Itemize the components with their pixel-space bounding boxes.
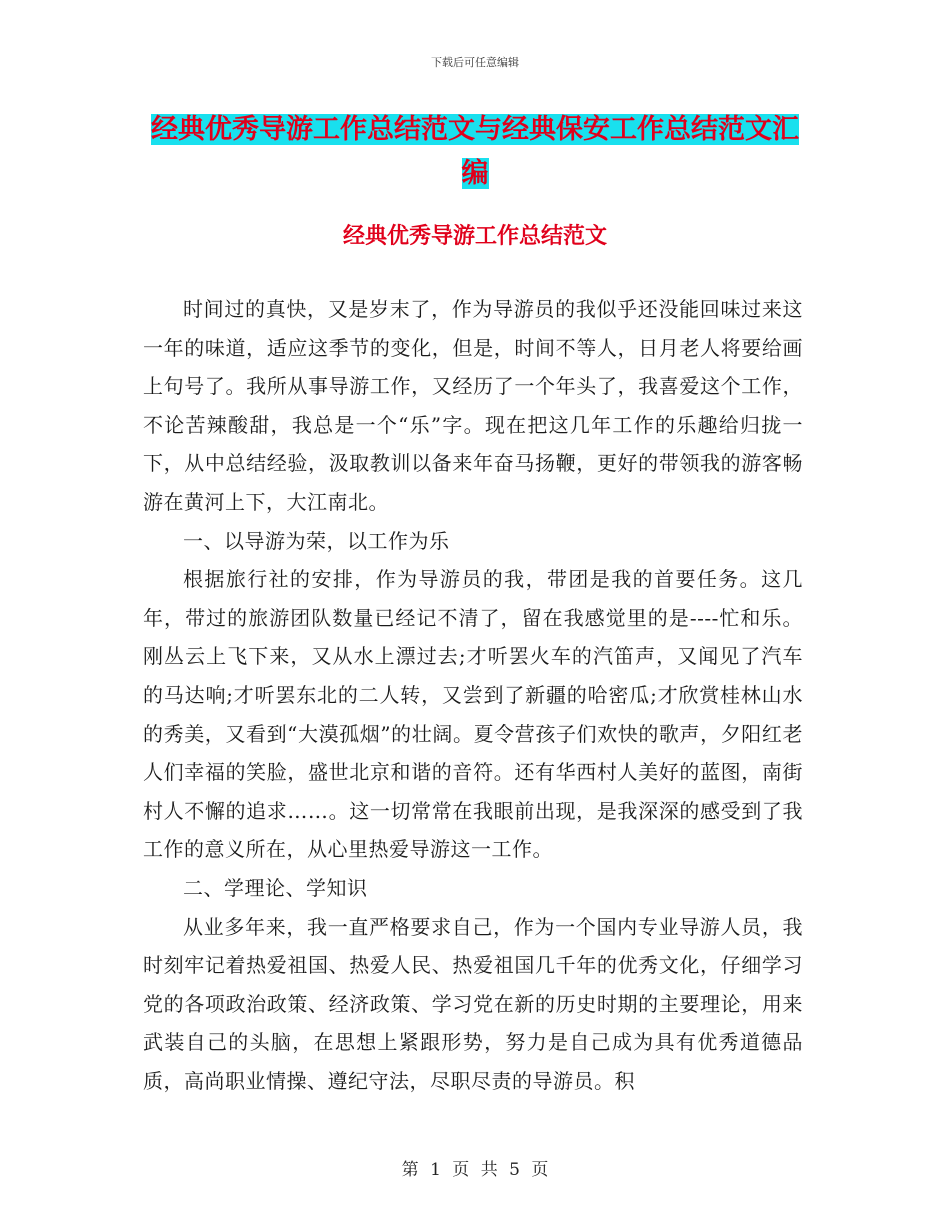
document-body — [143, 290, 803, 1100]
section-heading-2: 二、学理论、学知识 — [183, 875, 368, 900]
paragraph-intro: 时间过的真快，又是岁末了，作为导游员的我似乎还没能回味过来这一年的味道，适应这季节的变化，但是，时间不等人，日月老人将要给画上句号了。我所从事导游工作，又经历了一个年头了，我喜爱这个工作，不论苦辣酸甜，我总是一个“乐”字。现在把这几年工作的乐趣给归拢一下，从中总结经验，汲取教训以备来年奋马扬鞭，更好的带领我的游客畅游在黄河上下，大江南北。 — [143, 297, 803, 514]
document-title-text: 经典优秀导游工作总结范文与经典保安工作总结范文汇编 — [151, 114, 799, 189]
header-note: 下载后可任意编辑 — [431, 56, 519, 69]
document-title — [140, 108, 810, 196]
paragraph-2: 从业多年来，我一直严格要求自己，作为一个国内专业导游人员，我时刻牢记着热爱祖国、热爱人民、热爱祖国几千年的优秀文化，仔细学习党的各项政治政策、经济政策、学习党在新的历史时期的主要理论，用来武装自己的头脑，在思想上紧跟形势，努力是自己成为具有优秀道德品质，高尚职业情操、遵纪守法，尽职尽责的导游员。积 — [143, 914, 803, 1093]
section-title: 经典优秀导游工作总结范文 — [342, 224, 607, 249]
paragraph-1: 根据旅行社的安排，作为导游员的我，带团是我的首要任务。这几年，带过的旅游团队数量已经记不清了，留在我感觉里的是----忙和乐。刚丛云上飞下来，又从水上漂过去;才听罢火车的汽笛声，又闻见了汽车的马达响;才听罢东北的二人转，又尝到了新疆的哈密瓜;才欣赏桂林山水的秀美，又看到“大漠孤烟”的壮阔。夏令营孩子们欢快的歌声，夕阳红老人们幸福的笑脸，盛世北京和谐的音符。还有华西村人美好的蓝图，南街村人不懈的追求……。这一切常常在我眼前出现，是我深深的感受到了我工作的意义所在，从心里热爱导游这一工作。 — [143, 567, 803, 862]
section-heading-1: 一、以导游为荣，以工作为乐 — [183, 528, 450, 553]
page-footer: 第 1 页 共 5 页 — [401, 1160, 549, 1180]
